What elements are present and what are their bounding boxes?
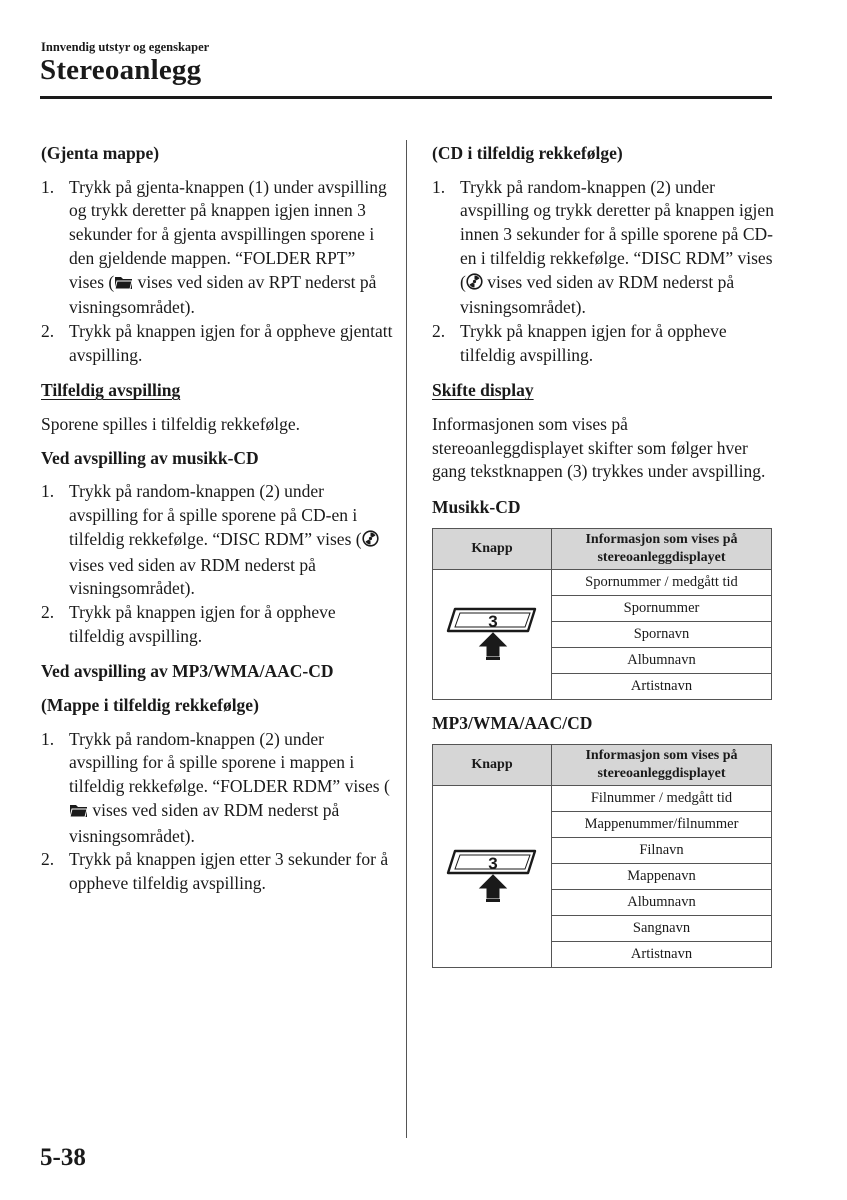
list-item: 2. Trykk på knappen igjen for å oppheve tilfeldig avspilling. (432, 320, 727, 365)
table-row: Sangnavn (433, 915, 772, 941)
table-row: Filnavn (433, 837, 772, 863)
folder-repeat-steps (41, 176, 393, 368)
folder-random-heading: (Mappe i tilfeldig rekkefølge) (41, 695, 259, 716)
cd-random-heading: (CD i tilfeldig rekkefølge) (432, 143, 623, 163)
table-row: Mappenavn (433, 863, 772, 889)
list-item: 1. Trykk på random-knappen (2) under avspilling for å spille sporene på CD-en i tilfeldig rekkefølge. “DISC RDM” vises ( vises ved siden av RDM nederst på visningsområdet). (41, 480, 393, 601)
table-row: Mappenummer/filnummer (433, 811, 772, 837)
list-item: 2. Trykk på knappen igjen etter 3 sekunder for å oppheve tilfeldig avspilling. (41, 849, 389, 893)
list-item: 1. Trykk på gjenta-knappen (1) under avspilling og trykk deretter på knappen igjen innen 3 sekunder for å gjenta avspillingen sporene i den gjeldende mappen. “FOLDER RPT” vises ( vises ved siden av RPT nederst på visningsområdet). (41, 176, 387, 318)
list-item: 1. Trykk på random-knappen (2) under avspilling og trykk deretter på knappen igjen innen 3 sekunder for å spille sporene på CD-en i tilfeldig rekkefølge. “DISC RDM” vises ( vises ved siden av RDM nederst på visningsområdet). (432, 176, 774, 318)
svg-text:3: 3 (488, 611, 498, 631)
table-row: Albumnavn (433, 889, 772, 915)
table-row: 3 Filnummer / medgått tid (433, 785, 772, 811)
table-row: Artistnavn (433, 673, 772, 699)
title-rule (40, 96, 772, 99)
table-row: Artistnavn (433, 941, 772, 967)
page-number: 5-38 (40, 1144, 86, 1171)
list-item: 2. Trykk på knappen igjen for å oppheve tilfeldig avspilling. (41, 601, 336, 646)
folder-icon (69, 801, 88, 825)
display-heading: Skifte display (432, 380, 534, 401)
table-row: Spornummer (433, 595, 772, 621)
table2-title: MP3/WMA/AAC/CD (432, 712, 593, 733)
text-button-cell (433, 569, 552, 699)
left-column (41, 142, 393, 896)
text-button-3-icon (442, 839, 542, 909)
list-item: 2. Trykk på knappen igjen for å oppheve gjentatt avspilling. (41, 320, 393, 365)
music-cd-heading: Ved avspilling av musikk-CD (41, 447, 259, 468)
table-row: Spornavn (433, 621, 772, 647)
list-item: 1. Trykk på random-knappen (2) under avspilling for å spille sporene i mappen i tilfeldig rekkefølge. “FOLDER RDM” vises ( vises ved siden av RDM nederst på visningsområdet). (41, 728, 390, 846)
display-intro: Informasjonen som vises på stereoanleggdisplayet skifter som følger hver gang tekstknappen (3) trykkes under avspilling. (432, 414, 766, 482)
col-header-info: Informasjon som vises på stereoanleggdisplayet (552, 744, 772, 785)
cd-random-steps (432, 176, 777, 368)
table-row: 3 Spornummer / medgått tid (433, 569, 772, 595)
col-header-info: Informasjon som vises på stereoanleggdisplayet (552, 528, 772, 569)
folder-random-steps (41, 728, 393, 896)
music-cd-table (432, 528, 772, 700)
mp3-heading: Ved avspilling av MP3/WMA/AAC-CD (41, 661, 334, 682)
disc-icon (362, 530, 379, 554)
text-button-3-icon (442, 597, 542, 667)
random-heading: Tilfeldig avspilling (41, 380, 181, 401)
page-title: Stereoanlegg (40, 54, 202, 86)
section-label: Innvendig utstyr og egenskaper (41, 40, 210, 54)
column-divider (406, 140, 407, 1138)
mp3-table (432, 744, 772, 968)
col-header-button: Knapp (433, 528, 552, 569)
table1-title: Musikk-CD (432, 497, 521, 518)
col-header-button: Knapp (433, 744, 552, 785)
folder-repeat-heading: (Gjenta mappe) (41, 143, 160, 163)
folder-icon (114, 273, 133, 297)
svg-text:3: 3 (488, 853, 498, 873)
music-cd-steps (41, 480, 393, 648)
text-button-cell (433, 785, 552, 967)
table-row: Albumnavn (433, 647, 772, 673)
random-intro: Sporene spilles i tilfeldig rekkefølge. (41, 414, 301, 435)
right-column (432, 142, 777, 968)
disc-icon (466, 273, 483, 297)
